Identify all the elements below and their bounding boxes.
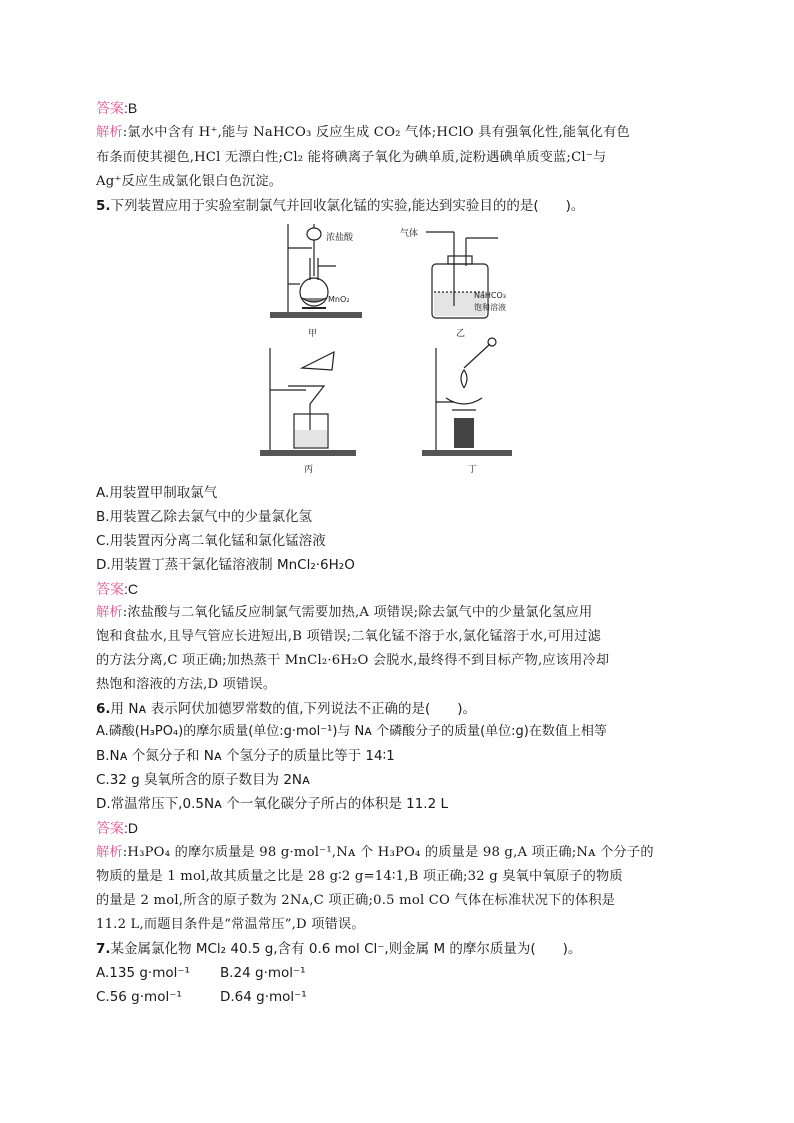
q7-option-a: A.135 g·mol⁻¹ — [96, 965, 190, 981]
q5-option-c: C.用装置丙分离二氧化锰和氯化锰溶液 — [96, 533, 326, 549]
question-7-stem: 7.某金属氯化物 MCl₂ 40.5 g,含有 0.6 mol Cl⁻,则金属 M 的摩尔质量为( )。 — [96, 941, 582, 957]
explanation-q6-line1: 解析:H₃PO₄ 的摩尔质量是 98 g·mol⁻¹,Nᴀ 个 H₃PO₄ 的质量是 98 g,A 项正确;Nᴀ 个分子的 — [96, 845, 654, 860]
q7-options-row2 — [96, 987, 706, 1007]
explanation-label: 解析 — [96, 125, 123, 140]
answer-value-q4: B — [127, 100, 138, 116]
question-6-stem: 6.用 Nᴀ 表示阿伏加德罗常数的值,下列说法不正确的是( )。 — [96, 701, 477, 717]
label-gas: 气体 — [400, 229, 419, 239]
q5-option-d: D.用装置丁蒸干氯化锰溶液制 MnCl₂·6H₂O — [96, 557, 355, 573]
answer-line-q5: 答案:C — [96, 581, 139, 598]
q7-option-d: D.64 g·mol⁻¹ — [220, 989, 307, 1005]
label-ding: 丁 — [468, 465, 478, 475]
label-conc-hcl: 浓盐酸 — [326, 233, 354, 243]
answer-line-q6: 答案:D — [96, 820, 139, 837]
q5-option-a: A.用装置甲制取氯气 — [96, 485, 218, 501]
answer-value-q6: D — [127, 820, 139, 836]
q6-option-d: D.常温常压下,0.5Nᴀ 个一氧化碳分子所占的体积是 11.2 L — [96, 796, 448, 812]
label-bing: 丙 — [304, 465, 314, 475]
q7-options-row1 — [96, 963, 706, 983]
label-jia: 甲 — [308, 329, 318, 339]
explanation-q4-line2: 布条而使其褪色,HCl 无漂白性;Cl₂ 能将碘离子氧化为碘单质,淀粉遇碘单质变蓝;Cl⁻与 — [96, 150, 607, 165]
q5-option-b: B.用装置乙除去氯气中的少量氯化氢 — [96, 509, 313, 525]
explanation-q5-line4: 热饱和溶液的方法,D 项错误。 — [96, 677, 277, 692]
q6-option-b: B.Nᴀ 个氮分子和 Nᴀ 个氢分子的质量比等于 14∶1 — [96, 748, 395, 764]
answer-value-q5: C — [127, 581, 139, 597]
explanation-q5-line2: 饱和食盐水,且导气管应长进短出,B 项错误;二氧化锰不溶于水,氯化锰溶于水,可用过滤 — [96, 629, 602, 644]
explanation-q4-line1: 解析:氯水中含有 H⁺,能与 NaHCO₃ 反应生成 CO₂ 气体;HClO 具有强氧化性,能氧化有色 — [96, 125, 630, 140]
answer-line-q4: 答案:B — [96, 100, 138, 117]
explanation-q6-line4: 11.2 L,而题目条件是“常温常压”,D 项错误。 — [96, 917, 365, 932]
q7-option-b: B.24 g·mol⁻¹ — [220, 965, 306, 981]
apparatus-figure — [240, 218, 540, 476]
q6-option-a: A.磷酸(H₃PO₄)的摩尔质量(单位:g·mol⁻¹)与 Nᴀ 个磷酸分子的质量(单位:g)在数值上相等 — [96, 724, 607, 739]
label-nahco3: NaHCO₃ — [474, 291, 506, 300]
label-mno2: MnO₂ — [328, 295, 350, 304]
explanation-q6-line2: 物质的量是 1 mol,故其质量之比是 28 g∶2 g=14∶1,B 项正确;32 g 臭氧中氧原子的物质 — [96, 869, 623, 884]
apparatus-ding — [422, 338, 512, 456]
apparatus-bing — [260, 348, 356, 456]
answer-label: 答案 — [96, 101, 124, 117]
label-saturated: 饱和溶液 — [474, 303, 506, 312]
question-number: 5. — [96, 198, 111, 214]
question-5-stem: 5.下列装置应用于实验室制氯气并回收氯化锰的实验,能达到实验目的的是( )。 — [96, 198, 585, 214]
explanation-q4-line3: Ag⁺反应生成氯化银白色沉淀。 — [96, 174, 283, 189]
q7-option-c: C.56 g·mol⁻¹ — [96, 989, 182, 1005]
q6-option-c: C.32 g 臭氧所含的原子数目为 2Nᴀ — [96, 772, 311, 788]
explanation-q5-line3: 的方法分离,C 项正确;加热蒸干 MnCl₂·6H₂O 会脱水,最终得不到目标产物,应该用冷却 — [96, 653, 610, 668]
explanation-q6-line3: 的量是 2 mol,所含的原子数为 2Nᴀ,C 项正确;0.5 mol CO 气体在标准状况下的体积是 — [96, 893, 616, 908]
explanation-q5-line1: 解析:浓盐酸与二氧化锰反应制氯气需要加热,A 项错误;除去氯气中的少量氯化氢应用 — [96, 605, 593, 620]
label-yi: 乙 — [456, 329, 466, 339]
